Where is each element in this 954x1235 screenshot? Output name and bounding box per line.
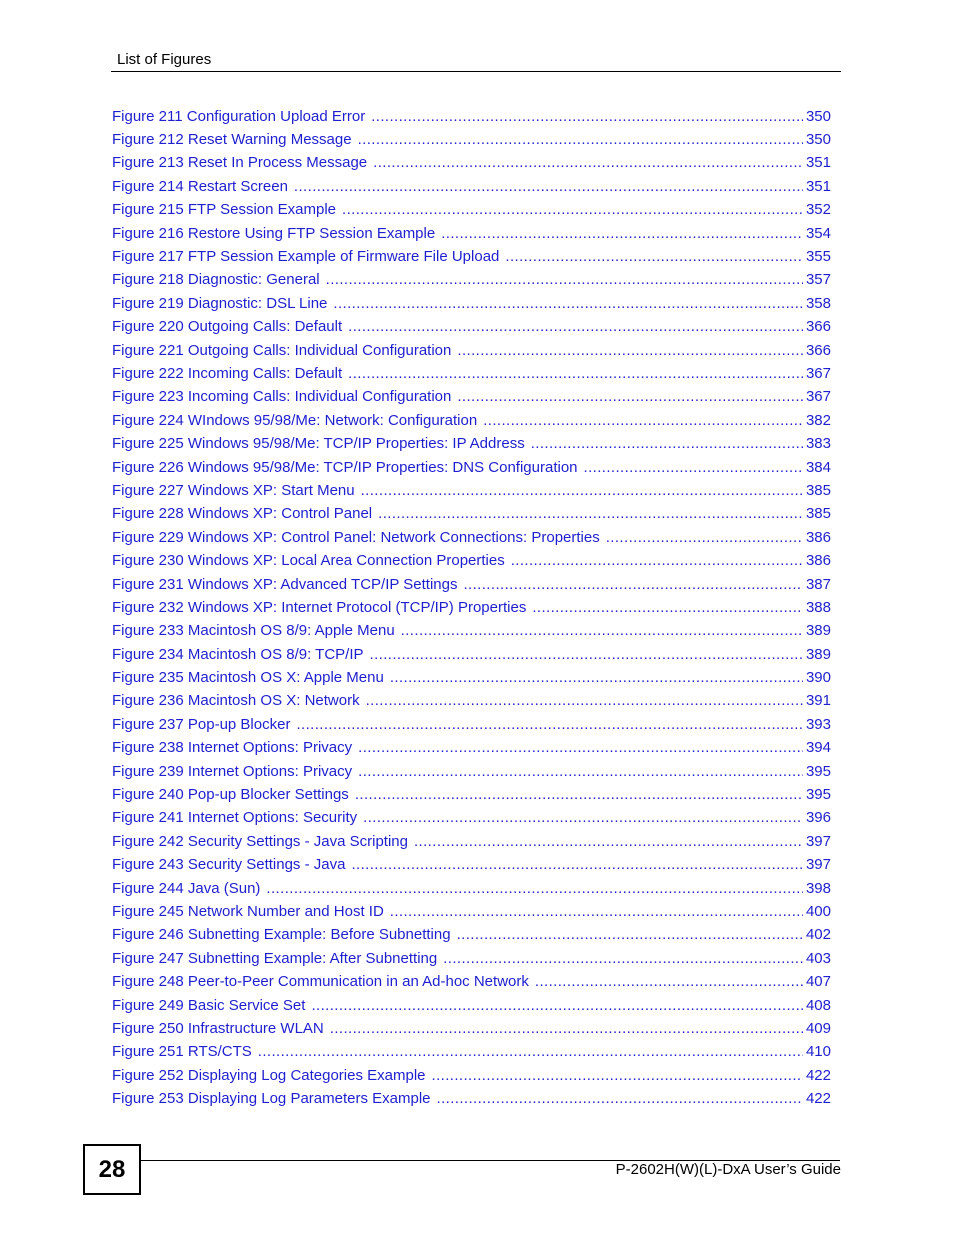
toc-entry-page: 398 (805, 879, 831, 897)
toc-entry[interactable] (112, 573, 831, 596)
toc-entry-page: 358 (805, 294, 831, 312)
toc-entry-label: Figure 245 Network Number and Host ID (112, 902, 384, 920)
dot-leader (311, 997, 803, 1015)
dot-leader (511, 552, 803, 570)
toc-entry-page: 396 (805, 809, 831, 827)
toc-entry[interactable] (112, 737, 831, 760)
dot-leader (457, 342, 803, 360)
toc-entry-label: Figure 251 RTS/CTS (112, 1043, 252, 1061)
toc-entry-page: 407 (805, 973, 831, 991)
dot-leader (258, 1043, 803, 1061)
toc-entry[interactable] (112, 807, 831, 830)
dot-leader (414, 833, 803, 851)
dot-leader (294, 178, 803, 196)
toc-entry[interactable] (112, 409, 831, 432)
dot-leader (584, 459, 803, 477)
toc-entry-label: Figure 231 Windows XP: Advanced TCP/IP Settings (112, 575, 458, 593)
toc-entry-label: Figure 235 Macintosh OS X: Apple Menu (112, 669, 384, 687)
toc-entry[interactable] (112, 970, 831, 993)
dot-leader (348, 318, 803, 336)
dot-leader (531, 435, 803, 453)
toc-entry-page: 389 (805, 622, 831, 640)
toc-entry-label: Figure 219 Diagnostic: DSL Line (112, 294, 328, 312)
dot-leader (342, 201, 803, 219)
toc-entry-label: Figure 227 Windows XP: Start Menu (112, 481, 355, 499)
toc-entry[interactable] (112, 924, 831, 947)
toc-entry-page: 397 (805, 832, 831, 850)
toc-entry-label: Figure 221 Outgoing Calls: Individual Configuration (112, 341, 452, 359)
dot-leader (532, 599, 803, 617)
toc-entry[interactable] (112, 877, 831, 900)
toc-entry-page: 391 (805, 692, 831, 710)
dot-leader (358, 131, 803, 149)
header-title: List of Figures (117, 51, 212, 68)
toc-entry-label: Figure 229 Windows XP: Control Panel: Network Connections: Properties (112, 528, 600, 546)
dot-leader (351, 856, 803, 874)
toc-entry[interactable] (112, 947, 831, 970)
toc-entry-page: 397 (805, 856, 831, 874)
toc-entry-label: Figure 214 Restart Screen (112, 177, 288, 195)
page-number: 28 (83, 1144, 141, 1195)
toc-entry[interactable] (112, 479, 831, 502)
toc-entry-label: Figure 246 Subnetting Example: Before Subnetting (112, 926, 451, 944)
toc-entry[interactable] (112, 503, 831, 526)
dot-leader (330, 1020, 803, 1038)
toc-entry-page: 385 (805, 505, 831, 523)
dot-leader (371, 108, 803, 126)
toc-entry[interactable] (112, 1064, 831, 1087)
toc-entry[interactable] (112, 105, 831, 128)
dot-leader (437, 1090, 803, 1108)
toc-entry-page: 402 (805, 926, 831, 944)
toc-entry[interactable] (112, 269, 831, 292)
dot-leader (432, 1067, 803, 1085)
toc-entry-label: Figure 238 Internet Options: Privacy (112, 739, 353, 757)
dot-leader (266, 880, 803, 898)
dot-leader (505, 248, 803, 266)
toc-entry-page: 395 (805, 762, 831, 780)
dot-leader (390, 903, 803, 921)
toc-entry-page: 352 (805, 201, 831, 219)
toc-entry-page: 386 (805, 528, 831, 546)
toc-entry[interactable] (112, 526, 831, 549)
dot-leader (483, 412, 803, 430)
dot-leader (358, 763, 803, 781)
dot-leader (606, 529, 803, 547)
toc-entry[interactable] (112, 175, 831, 198)
toc-entry-page: 366 (805, 341, 831, 359)
toc-entry-page: 382 (805, 411, 831, 429)
toc-entry[interactable] (112, 292, 831, 315)
figure-list (112, 105, 831, 1111)
dot-leader (355, 786, 803, 804)
toc-entry[interactable] (112, 152, 831, 175)
toc-entry-label: Figure 223 Incoming Calls: Individual Configuration (112, 388, 452, 406)
toc-entry[interactable] (112, 1087, 831, 1110)
toc-entry-label: Figure 239 Internet Options: Privacy (112, 762, 353, 780)
dot-leader (373, 154, 803, 172)
dot-leader (443, 950, 803, 968)
toc-entry-label: Figure 218 Diagnostic: General (112, 271, 320, 289)
toc-entry[interactable] (112, 596, 831, 619)
toc-entry-label: Figure 220 Outgoing Calls: Default (112, 318, 343, 336)
toc-entry-page: 350 (805, 131, 831, 149)
toc-entry-label: Figure 228 Windows XP: Control Panel (112, 505, 373, 523)
toc-entry-label: Figure 225 Windows 95/98/Me: TCP/IP Properties: IP Address (112, 435, 525, 453)
toc-entry-label: Figure 243 Security Settings - Java (112, 856, 346, 874)
toc-entry-label: Figure 217 FTP Session Example of Firmware File Upload (112, 248, 500, 266)
toc-entry-page: 403 (805, 949, 831, 967)
toc-entry-label: Figure 248 Peer-to-Peer Communication in an Ad-hoc Network (112, 973, 529, 991)
toc-entry-label: Figure 216 Restore Using FTP Session Example (112, 224, 436, 242)
toc-entry[interactable] (112, 643, 831, 666)
toc-entry-label: Figure 226 Windows 95/98/Me: TCP/IP Properties: DNS Configuration (112, 458, 578, 476)
toc-entry-label: Figure 222 Incoming Calls: Default (112, 364, 343, 382)
toc-entry[interactable] (112, 245, 831, 268)
toc-entry-page: 351 (805, 154, 831, 172)
toc-entry-label: Figure 232 Windows XP: Internet Protocol (TCP/IP) Properties (112, 598, 527, 616)
toc-entry[interactable] (112, 128, 831, 151)
toc-entry[interactable] (112, 690, 831, 713)
toc-entry-page: 387 (805, 575, 831, 593)
toc-entry-page: 350 (805, 107, 831, 125)
dot-leader (401, 622, 803, 640)
dot-leader (326, 271, 803, 289)
toc-entry-label: Figure 244 Java (Sun) (112, 879, 261, 897)
dot-leader (363, 809, 803, 827)
toc-entry-label: Figure 211 Configuration Upload Error (112, 107, 366, 125)
toc-entry[interactable] (112, 900, 831, 923)
dot-leader (370, 646, 803, 664)
dot-leader (366, 692, 803, 710)
toc-entry-page: 367 (805, 388, 831, 406)
toc-entry[interactable] (112, 666, 831, 689)
dot-leader (296, 716, 803, 734)
toc-entry[interactable] (112, 854, 831, 877)
toc-entry-label: Figure 215 FTP Session Example (112, 201, 336, 219)
toc-entry-page: 410 (805, 1043, 831, 1061)
toc-entry-page: 394 (805, 739, 831, 757)
toc-entry[interactable] (112, 222, 831, 245)
header-divider (111, 71, 841, 72)
toc-entry-page: 389 (805, 645, 831, 663)
toc-entry-page: 390 (805, 669, 831, 687)
toc-entry[interactable] (112, 830, 831, 853)
toc-entry-label: Figure 224 WIndows 95/98/Me: Network: Configuration (112, 411, 478, 429)
toc-entry-label: Figure 230 Windows XP: Local Area Connection Properties (112, 552, 505, 570)
toc-entry[interactable] (112, 760, 831, 783)
toc-entry-label: Figure 213 Reset In Process Message (112, 154, 368, 172)
toc-entry-label: Figure 212 Reset Warning Message (112, 131, 352, 149)
toc-entry-page: 367 (805, 364, 831, 382)
toc-entry-page: 351 (805, 177, 831, 195)
toc-entry[interactable] (112, 316, 831, 339)
toc-entry-label: Figure 234 Macintosh OS 8/9: TCP/IP (112, 645, 364, 663)
toc-entry-page: 400 (805, 902, 831, 920)
toc-entry-label: Figure 233 Macintosh OS 8/9: Apple Menu (112, 622, 395, 640)
toc-entry[interactable] (112, 339, 831, 362)
guide-title: P-2602H(W)(L)-DxA User’s Guide (615, 1161, 841, 1178)
toc-entry-label: Figure 240 Pop-up Blocker Settings (112, 786, 349, 804)
toc-entry-label: Figure 247 Subnetting Example: After Subnetting (112, 949, 438, 967)
dot-leader (441, 225, 803, 243)
toc-entry-page: 385 (805, 481, 831, 499)
dot-leader (457, 926, 803, 944)
toc-entry[interactable] (112, 199, 831, 222)
toc-entry-page: 354 (805, 224, 831, 242)
dot-leader (361, 482, 803, 500)
dot-leader (457, 388, 803, 406)
toc-entry-page: 357 (805, 271, 831, 289)
toc-entry-page: 422 (805, 1090, 831, 1108)
dot-leader (333, 295, 803, 313)
toc-entry[interactable] (112, 994, 831, 1017)
toc-entry[interactable] (112, 386, 831, 409)
toc-entry-page: 408 (805, 996, 831, 1014)
dot-leader (535, 973, 803, 991)
dot-leader (348, 365, 803, 383)
toc-entry-label: Figure 250 Infrastructure WLAN (112, 1019, 324, 1037)
toc-entry-page: 384 (805, 458, 831, 476)
toc-entry[interactable] (112, 1041, 831, 1064)
toc-entry-page: 393 (805, 715, 831, 733)
toc-entry-label: Figure 249 Basic Service Set (112, 996, 306, 1014)
toc-entry-label: Figure 242 Security Settings - Java Scripting (112, 832, 408, 850)
toc-entry[interactable] (112, 362, 831, 385)
toc-entry-label: Figure 253 Displaying Log Parameters Example (112, 1090, 431, 1108)
toc-entry-label: Figure 241 Internet Options: Security (112, 809, 358, 827)
toc-entry[interactable] (112, 783, 831, 806)
toc-entry[interactable] (112, 713, 831, 736)
dot-leader (378, 505, 803, 523)
toc-entry[interactable] (112, 456, 831, 479)
toc-entry-page: 388 (805, 598, 831, 616)
toc-entry-page: 383 (805, 435, 831, 453)
toc-entry[interactable] (112, 432, 831, 455)
dot-leader (463, 576, 803, 594)
toc-entry-page: 409 (805, 1019, 831, 1037)
toc-entry-label: Figure 236 Macintosh OS X: Network (112, 692, 360, 710)
toc-entry-page: 355 (805, 248, 831, 266)
toc-entry-page: 395 (805, 786, 831, 804)
toc-entry-label: Figure 252 Displaying Log Categories Example (112, 1066, 426, 1084)
toc-entry-page: 422 (805, 1066, 831, 1084)
toc-entry-label: Figure 237 Pop-up Blocker (112, 715, 291, 733)
toc-entry[interactable] (112, 549, 831, 572)
toc-entry-page: 366 (805, 318, 831, 336)
toc-entry[interactable] (112, 1017, 831, 1040)
dot-leader (358, 739, 803, 757)
toc-entry[interactable] (112, 620, 831, 643)
dot-leader (390, 669, 803, 687)
toc-entry-page: 386 (805, 552, 831, 570)
